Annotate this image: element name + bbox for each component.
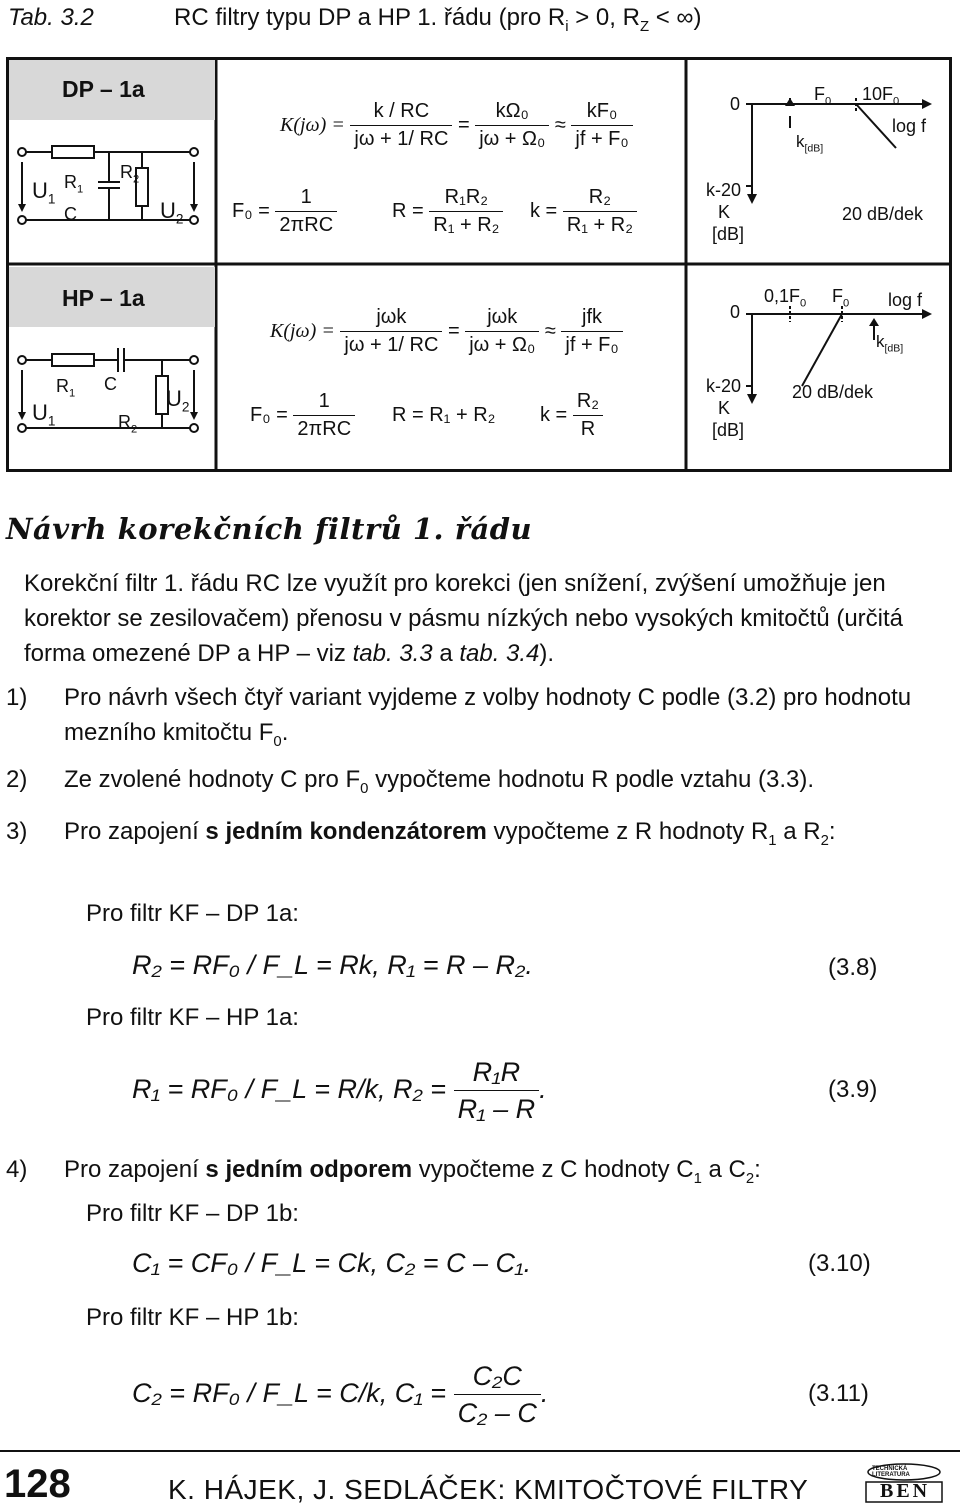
dp-u1: $U_1$ [32, 178, 56, 207]
hp-r1: $R_1$ [56, 376, 76, 400]
dp-r-formula: R = $\frac{\text{R₁R₂}}{\text{R₁ + R₂}}$ [392, 184, 503, 239]
publisher-logo [862, 1462, 946, 1504]
footer-authors: K. HÁJEK, J. SEDLÁČEK: KMITOČTOVÉ FILTRY [168, 1474, 809, 1505]
dp-r2: $R_2$ [120, 162, 140, 186]
dp-graph-slope: 20 dB/dek [842, 204, 924, 224]
dp-c: C [64, 204, 77, 224]
equation-3-8: R₂ = RF₀ / F_L = Rk, R₁ = R – R₂. [132, 950, 533, 980]
equation-number: (3.11) [808, 1380, 869, 1407]
equation-number: (3.10) [808, 1250, 871, 1277]
table-number: Tab. 3.2 [8, 4, 94, 31]
table-caption [8, 4, 702, 35]
subheading-hp1b: Pro filtr KF – HP 1b: [86, 1304, 299, 1331]
equation-3-10: C₁ = CF₀ / F_L = Ck, C₂ = C – C₁. [132, 1248, 532, 1278]
hp-graph-kdb: $k_{[dB]}$ [876, 332, 904, 355]
dp-k-formula: k = $\frac{\text{R₂}}{\text{R₁ + R₂}}$ [530, 184, 637, 239]
dp-graph-K: K [718, 202, 731, 222]
table-title: RC filtry typu DP a HP 1. řádu (pro $R_i > 0$, $R_Z$ < ∞) [174, 4, 702, 35]
hp-u1: $U_1$ [32, 400, 56, 429]
page-number: 128 [4, 1462, 71, 1506]
logo-main-text: BEN [880, 1480, 931, 1502]
hp-graph-01f0: $0,1F_0$ [764, 286, 807, 310]
dp-label: DP – 1a [62, 76, 145, 102]
dp-transfer-formula: K(jω) = $\frac{k / RC}{j\omega + 1/ RC}$ = $\frac{\text{kΩ₀}}{\text{jω + Ω₀}}$ ≈ $\frac{\text{kF₀}}{\text{jf + F₀}}$ [280, 98, 633, 153]
hp-r-formula: R = R₁ + R₂ [392, 404, 496, 426]
dp-graph-kdb: $k_{[dB]}$ [796, 132, 824, 155]
equation-3-9: R₁ = RF₀ / F_L = R/k, R₂ = $\frac{\text{R₁R}}{\text{R₁ – R}}$ . [132, 1054, 547, 1128]
hp-transfer-formula: K(jω) = $\frac{\text{jωk}}{j\omega + 1/ RC}$ = $\frac{\text{jωk}}{\text{jω + Ω₀}}$ ≈ $\frac{\text{jfk}}{\text{jf + F₀}}$ [270, 304, 623, 359]
footer-rule [0, 1448, 960, 1454]
hp-r2: $R_2$ [118, 412, 138, 436]
dp-graph-f0: $F_0$ [814, 84, 832, 108]
equation-number: (3.9) [828, 1076, 878, 1103]
hp-label: HP – 1a [62, 285, 145, 311]
subheading-hp1a: Pro filtr KF – HP 1a: [86, 1004, 299, 1031]
dp-graph-logf: log f [892, 116, 927, 136]
hp-f0-formula: F₀ = $\frac{1}{\text{2πRC}}$ [250, 388, 355, 443]
intro-paragraph: Korekční filtr 1. řádu RC lze využít pro korekci (jen snížení, zvýšení umožňuje jen korektor se zesilovačem) přenosu v pásmu nízkých nebo vysokých kmitočtů (určitá forma omezené DP a HP – viz tab. 3.3 a tab. 3.4). [24, 570, 904, 667]
equation-number: (3.8) [828, 954, 878, 981]
hp-k-formula: k = $\frac{\text{R₂}}{R}$ [540, 388, 603, 443]
subheading-dp1a: Pro filtr KF – DP 1a: [86, 900, 299, 927]
dp-f0-formula: F₀ = $\frac{1}{\text{2πRC}}$ [232, 184, 337, 239]
dp-graph-db: [dB] [712, 224, 745, 244]
logo-top-text: TECHNICKÁ LITERATURA [872, 1466, 910, 1478]
hp-graph-logf: log f [888, 290, 923, 310]
dp-graph-zero: 0 [730, 94, 741, 114]
hp-graph-db: [dB] [712, 420, 745, 440]
dp-u2: $U_2$ [160, 198, 184, 227]
subheading-dp1b: Pro filtr KF – DP 1b: [86, 1200, 299, 1227]
hp-graph-zero: 0 [730, 302, 741, 322]
dp-graph-k20: k-20 [706, 180, 742, 200]
hp-graph-K: K [718, 398, 731, 418]
dp-graph-10f0: $10F_0$ [862, 84, 900, 108]
section-heading: Návrh korekčních filtrů 1. řádu [6, 512, 533, 546]
dp-r1: $R_1$ [64, 172, 84, 196]
hp-graph-f0: $F_0$ [832, 286, 850, 310]
hp-u2: $U_2$ [166, 386, 190, 415]
hp-graph-slope: 20 dB/dek [792, 382, 874, 402]
equation-3-11: C₂ = RF₀ / F_L = C/k, C₁ = $\frac{\text{C₂C}}{\text{C₂ – C}}$ . [132, 1358, 548, 1432]
hp-c: C [104, 374, 117, 394]
hp-graph-k20: k-20 [706, 376, 742, 396]
